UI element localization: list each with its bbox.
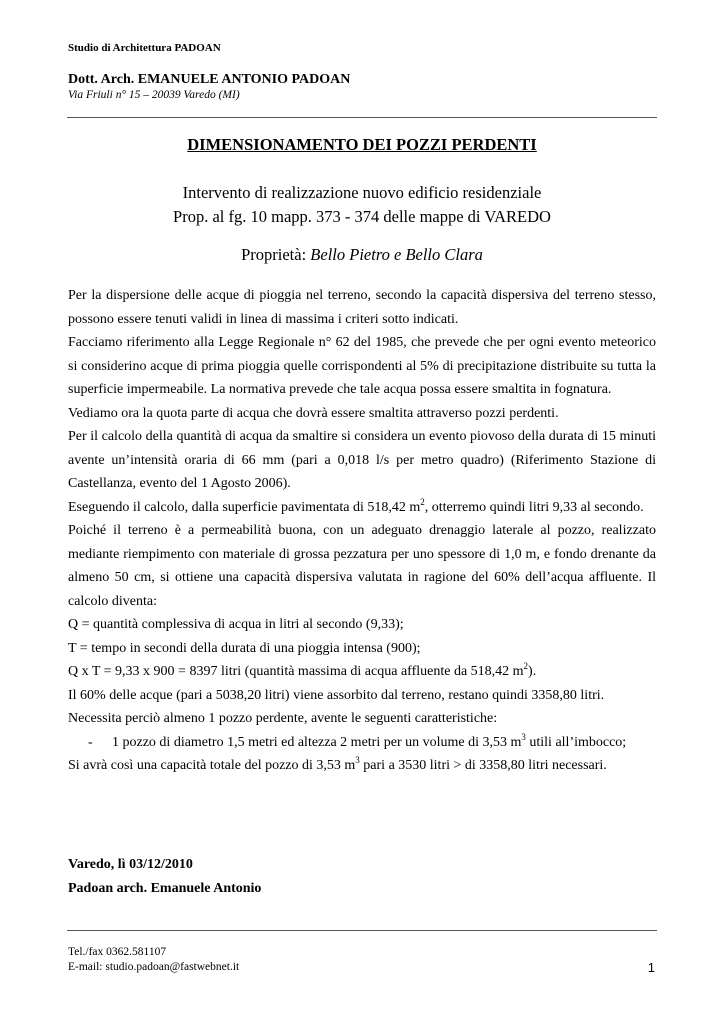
document-body xyxy=(68,284,656,778)
paragraph: Facciamo riferimento alla Legge Regionale n° 62 del 1985, che prevede che per ogni evento meteorico si considerino acque di prima pioggia quelle corrispondenti al 5% di precipitazione distribuite su tutta la superficie impermeabile. La normativa prevede che tale acqua possa essere smaltita in fognatura. xyxy=(68,335,656,397)
signature-line: Padoan arch. Emanuele Antonio xyxy=(68,881,262,896)
paragraph xyxy=(68,754,656,778)
paragraph: Vediamo ora la quota parte di acqua che dovrà essere smaltita attraverso pozzi perdenti. xyxy=(68,405,559,421)
paragraph: T = tempo in secondi della durata di una pioggia intensa (900); xyxy=(68,640,421,656)
list-item-text: 1 pozzo di diametro 1,5 metri ed altezza 2 metri per un volume di 3,53 m xyxy=(112,734,522,750)
header-divider xyxy=(67,117,657,118)
paragraph-text: Eseguendo il calcolo, dalla superficie pavimentata di 518,42 m xyxy=(68,499,421,515)
list-item xyxy=(68,731,656,755)
page-number: 1 xyxy=(647,960,655,975)
paragraph: Il 60% delle acque (pari a 5038,20 litri) viene assorbito dal terreno, restano quindi 3358,80 litri. xyxy=(68,687,605,703)
footer-email: E-mail: studio.padoan@fastwebnet.it xyxy=(68,961,240,973)
paragraph: Poiché il terreno è a permeabilità buona, con un adeguato drenaggio laterale al pozzo, realizzato mediante riempimento con materiale di grossa pezzatura per uno spessore di 1,0 m, e fondo drenante da almeno 50 cm, si ottiene una capacità dispersiva valutata in ragione del 60% dell’acqua affluente. Il calcolo diventa: xyxy=(68,523,656,609)
architect-address: Via Friuli n° 15 – 20039 Varedo (MI) xyxy=(68,89,240,101)
superscript: 2 xyxy=(523,661,529,671)
paragraph xyxy=(68,496,656,520)
footer-divider xyxy=(67,930,657,931)
paragraph: Per il calcolo della quantità di acqua da smaltire si considera un evento piovoso della durata di 15 minuti avente un’intensità oraria di 66 mm (pari a 0,018 l/s per metro quadro) (Riferimento Stazione di Castellanza, evento del 1 Agosto 2006). xyxy=(68,429,656,491)
paragraph-text: Si avrà così una capacità totale del pozzo di 3,53 m xyxy=(68,758,356,773)
architect-name: Dott. Arch. EMANUELE ANTONIO PADOAN xyxy=(68,72,351,87)
superscript: 3 xyxy=(355,755,360,765)
paragraph-text: ). xyxy=(528,664,537,679)
owner-label: Proprietà: xyxy=(241,245,311,264)
intervention-line: Intervento di realizzazione nuovo edificio residenziale xyxy=(182,183,542,202)
paragraph-text: Q x T = 9,33 x 900 = 8397 litri (quantità massima di acqua affluente da 518,42 m xyxy=(68,664,524,679)
paragraph-text: , otterremo quindi litri 9,33 al secondo. xyxy=(424,499,644,515)
superscript: 3 xyxy=(521,731,526,742)
paragraph: Necessita perciò almeno 1 pozzo perdente, avente le seguenti caratteristiche: xyxy=(68,711,498,726)
paragraph: Q = quantità complessiva di acqua in litri al secondo (9,33); xyxy=(68,617,404,632)
paragraph: Per la dispersione delle acque di pioggia nel terreno, secondo la capacità dispersiva del terreno stesso, possono essere tenuti validi in linea di massima i criteri sotto indicati. xyxy=(68,288,656,327)
owner-line xyxy=(0,245,724,265)
list-item-text: utili all’imbocco; xyxy=(525,734,627,750)
superscript: 2 xyxy=(420,496,425,507)
owner-names: Bello Pietro e Bello Clara xyxy=(310,245,483,264)
document-title: DIMENSIONAMENTO DEI POZZI PERDENTI xyxy=(187,135,537,154)
property-reference: Prop. al fg. 10 mapp. 373 - 374 delle mappe di VAREDO xyxy=(173,207,551,226)
paragraph-text: pari a 3530 litri > di 3358,80 litri necessari. xyxy=(359,758,607,773)
footer-phone: Tel./fax 0362.581107 xyxy=(68,946,167,958)
paragraph xyxy=(68,660,656,684)
place-date: Varedo, lì 03/12/2010 xyxy=(68,857,193,872)
studio-name: Studio di Architettura PADOAN xyxy=(68,42,221,54)
bullet-dash: - xyxy=(88,734,93,750)
